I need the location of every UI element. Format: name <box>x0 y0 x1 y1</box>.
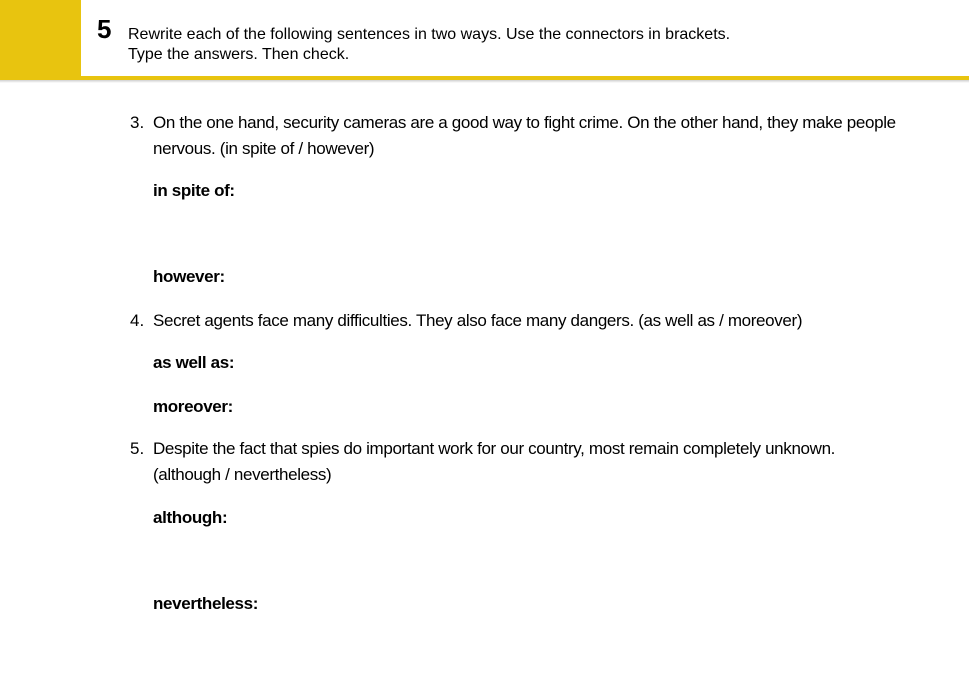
item-5-answer-1-input[interactable] <box>235 505 945 531</box>
item-4-answer-2-input[interactable] <box>242 394 945 420</box>
item-3-prompt <box>153 110 953 162</box>
item-5-prompt-line-2: (although / nevertheless) <box>153 465 332 484</box>
item-3-answer-2-label: however: <box>153 267 225 286</box>
item-5-prompt <box>153 436 953 488</box>
item-3-answer-1-label: in spite of: <box>153 181 235 200</box>
instruction-line-1: Rewrite each of the following sentences in two ways. Use the connectors in brackets. <box>128 26 731 43</box>
item-5-number: 5. <box>130 439 145 458</box>
item-3-prompt-line-1: On the one hand, security cameras are a good way to fight crime. On the other hand, they make people <box>153 113 896 132</box>
item-4-answer-1-input[interactable] <box>247 350 945 376</box>
item-3-answer-1-input[interactable] <box>245 178 945 204</box>
item-3-answer-2-input[interactable] <box>236 264 945 290</box>
item-4-answer-2-label: moreover: <box>153 397 233 416</box>
item-4-prompt-line-1: Secret agents face many difficulties. They also face many dangers. (as well as / moreover) <box>153 311 803 330</box>
item-5-prompt-line-1: Despite the fact that spies do important work for our country, most remain completely unknown. <box>153 439 836 458</box>
instruction-line-2: Type the answers. Then check. <box>128 46 350 63</box>
item-4-number: 4. <box>130 311 145 330</box>
item-3-prompt-line-2: nervous. (in spite of / however) <box>153 139 375 158</box>
item-5-answer-1-label: although: <box>153 508 228 527</box>
exercise-number: 5 <box>97 14 112 44</box>
item-4-prompt <box>153 308 953 334</box>
item-5-answer-2-label: nevertheless: <box>153 594 259 613</box>
item-3-number: 3. <box>130 113 145 132</box>
item-4-answer-1-label: as well as: <box>153 353 235 372</box>
item-5-answer-2-input[interactable] <box>268 591 945 617</box>
